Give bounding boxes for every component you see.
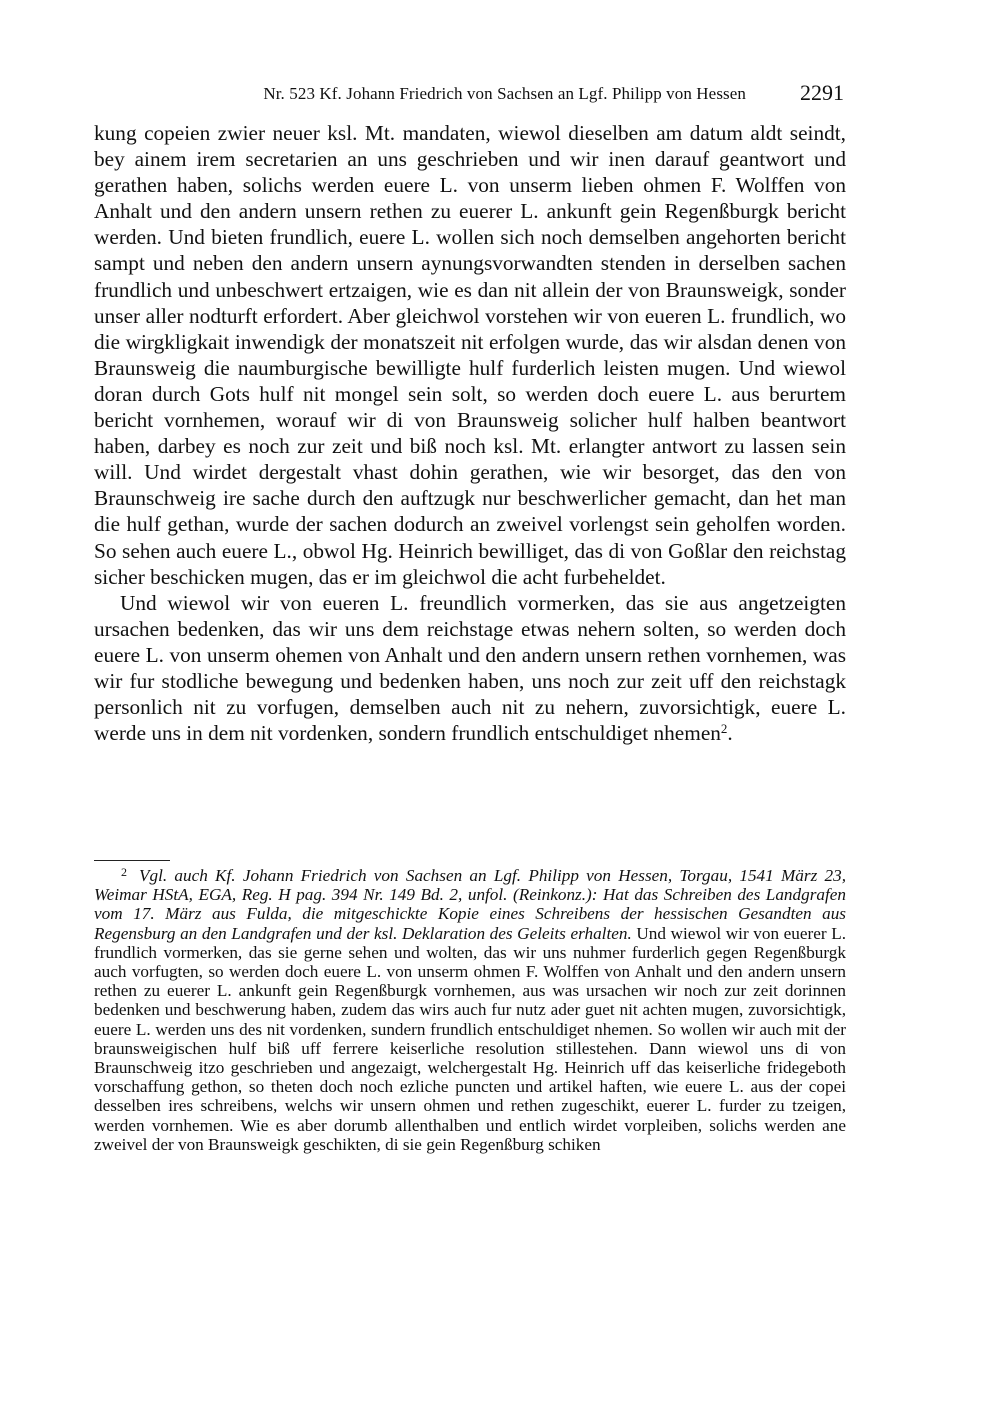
paragraph-2-end: .: [727, 721, 733, 746]
paragraph-2: [94, 590, 846, 747]
running-title: Nr. 523 Kf. Johann Friedrich von Sachsen an Lgf. Philipp von Hessen: [263, 84, 746, 103]
footnote-mark: 2: [121, 865, 127, 879]
page-header: [94, 80, 846, 110]
footnote-quoted-text: Und wiewol wir von euerer L. frundlich vormerken, das sie gerne sehen und wolten, das wir uns nuhmer furderlich gegen Regenßburgk auch vorfugten, so werden doch euere L. von unserm ohmen F. Wolffen von Anhalt und den andern unsern rethen zu euerer L. ankunft gein Regenßburgk vornhemen, aus was ursachen wir noch zur zeit dorinnen bedenken und beschwerung haben, zudem das wirs auch fur nutz ader guet nit achten mugen, zuvorsichtigk, euere L. werden uns des nit vordenken, sundern frundlich entschuldiget nhemen. So wollen wir auch mit der braunsweigischen hulf biß uff ferrere keiserliche resolution stillestehen. Dann wiewol uns di von Braunschweig itzo geschrieben und angezaigt, welchergestalt Hg. Heinrich uff das keiserliche fridegeboth vorschaffung gethon, so theten doch noch ezliche puncten und artikel haften, wie euere L. aus der copei desselben ires schreibens, welchs wir unsern ohmen und rethen zugeschikt, euerer L. furder zu tzeigen, werden vornhemen. Wie es aber dorumb allenthalben und entlich wirdet vorpleiben, solichs werden ane zweivel der von Braunsweigk geschikten, di sie gein Regenßburg schiken: [94, 923, 846, 1154]
footnote-italic-text: Vgl. auch Kf. Johann Friedrich von Sachsen an Lgf. Philipp von Hessen, Torgau, 1541 März 23, Weimar HStA, EGA, Reg. H pag. 394 Nr. 149 Bd. 2, unfol. (Reinkonz.): Hat das Schreiben des Landgrafen vom 17. März aus Fulda, die mitgeschickte Kopie eines Schreibens der hessischen Gesandten aus Regensburg an den Landgrafen und der ksl. Deklaration des Geleits erhalten.: [94, 866, 846, 943]
main-text: [94, 120, 846, 746]
page-number: 2291: [800, 80, 844, 105]
paragraph-1: kung copeien zwier neuer ksl. Mt. mandaten, wiewol dieselben am datum aldt seindt, bey ainem irem secretarien an uns geschrieben und wir inen darauf geantwort und gerathen haben, solichs werden euere L. von unserm lieben ohmen F. Wolffen von Anhalt und den andern unsern rethen zu euerer L. ankunft gein Regenßburgk bericht werden. Und bieten frundlich, euere L. wollen sich noch demselben angehorten bericht sampt und neben den andern unsern aynungsvorwandten stenden in derselben sachen frundlich und unbeschwert ertzaigen, wie es dan nit allein der von Braunsweigk, sonder unser aller nodturft erfordert. Aber gleichwol vorstehen wir von eueren L. frundlich, wo die wirgkligkait inwendigk der monatszeit nit erfolgen wurde, das wir alsdan denen von Braunsweig die naumburgische bewilligte hulf furderlich leisten mugen. Und wiewol doran durch Gots hulf nit mongel sein solt, so werden doch euere L. aus berurtem bericht vornhemen, worauf wir di von Braunsweig solicher hulf halben beantwort haben, darbey es noch zur zeit und biß noch ksl. Mt. erlangter antwort zu lassen sein will. Und wirdet dergestalt vhast dohin gerathen, wie wir besorget, das den von Braunschweig ire sache durch den auftzugk nur beschwerlicher gemacht, dan het man die hulf gethan, wurde der sachen dodurch an zweivel vorlengst sein geholfen worden. So sehen auch euere L., obwol Hg. Heinrich bewilliget, das di von Goßlar den reichstag sicher beschicken mugen, das er im gleichwol die acht furbeheldet.: [94, 121, 846, 589]
footnote-divider: [94, 860, 170, 861]
footnote-reference: 2: [720, 721, 728, 737]
paragraph-2-text: Und wiewol wir von eueren L. freundlich vormerken, das sie aus angetzeigten ursachen bedenken, das wir uns dem reichstage etwas nehern solten, so werden doch euere L. von unserm ohemen von Anhalt und den andern unsern rethen vornhemen, was wir fur stodliche bewegung und bedenken haben, uns noch zur zeit uff den reichstagk personlich nit zu vorfugen, demselben auch nit zu nehern, zuvorsichtigk, euere L. werde uns in dem nit vordenken, sondern frundlich entschuldiget nhemen: [94, 590, 846, 746]
footnote-2: [94, 866, 846, 1154]
